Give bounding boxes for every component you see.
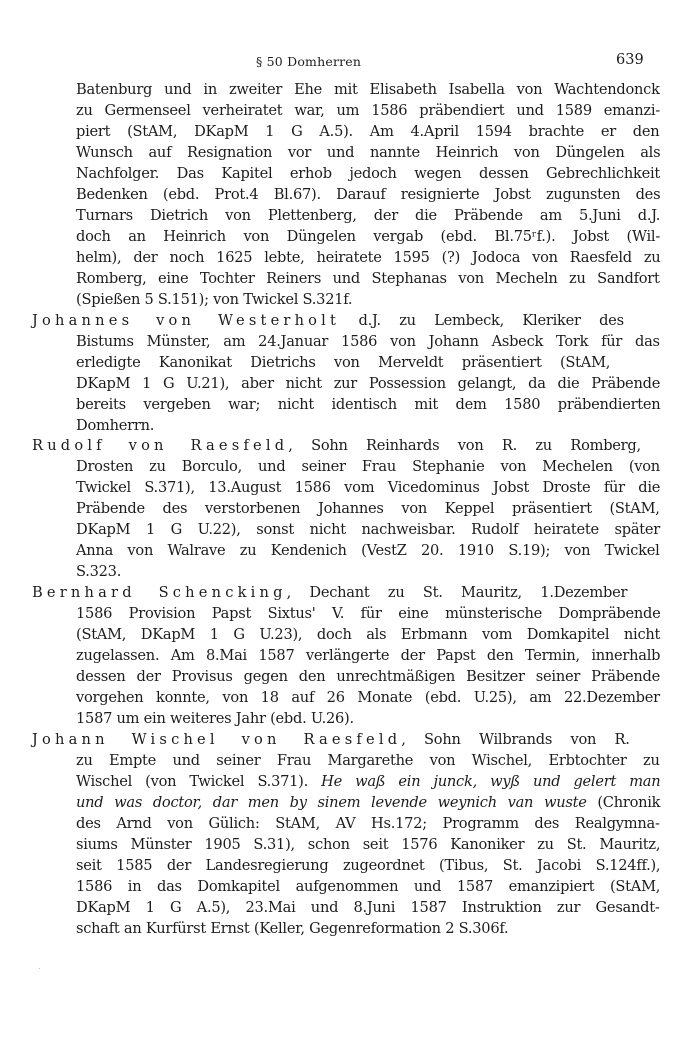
line-text: 1586 Provision Papst Sixtus' V. für eine münsterische Dompräbende xyxy=(76,605,661,623)
text-line xyxy=(76,835,660,855)
line-text: zu Empte und seiner Frau Margarethe von Wischel, Erbtochter zu xyxy=(76,752,660,770)
line-text: (Chronik xyxy=(586,793,661,811)
line-text: DKapM 1 G A.5), 23.Mai und 8.Juni 1587 Instruktion zur Gesandt- xyxy=(76,898,660,916)
line-text: Anna von Walrave zu Kendenich (VestZ 20. 1910 S.19); von Twickel xyxy=(76,542,660,560)
text-line xyxy=(76,164,660,184)
text-line xyxy=(76,541,660,561)
line-text: , Sohn Reinhards von R. zu Romberg, xyxy=(288,437,641,455)
text-line xyxy=(76,143,660,163)
text-line xyxy=(76,688,660,708)
text-line xyxy=(76,353,610,373)
entry-heading-line xyxy=(32,311,624,331)
line-text: vorgehen konnte, von 18 auf 26 Monate (ebd. U.25), am 22.Dezember xyxy=(76,689,660,707)
person-name: Bernhard Schencking xyxy=(32,584,287,602)
line-text: Domherrn. xyxy=(76,416,155,434)
line-text: Wunsch auf Resignation vor und nannte Heinrich von Düngelen als xyxy=(76,143,661,161)
text-line xyxy=(76,919,508,939)
text-line xyxy=(76,206,660,226)
text-line xyxy=(76,520,660,540)
line-text: DKapM 1 G U.22), sonst nicht nachweisbar. Rudolf heiratete später xyxy=(76,521,661,539)
text-line xyxy=(76,877,660,897)
line-text: siums Münster 1905 S.31), schon seit 1576 Kanoniker zu St. Mauritz, xyxy=(76,835,661,853)
person-name: Rudolf von Raesfeld xyxy=(32,437,289,455)
line-text: Nachfolger. Das Kapitel erhob jedoch wegen dessen Gebrechlichkeit xyxy=(76,164,661,182)
line-text: helm), der noch 1625 lebte, heiratete 1595 (?) Jodoca von Raesfeld zu xyxy=(76,248,661,266)
line-text: Turnars Dietrich von Plettenberg, der die Präbende am 5.Juni d.J. xyxy=(76,206,661,224)
entry-heading-line xyxy=(32,730,630,750)
line-text: (Spießen 5 S.151); von Twickel S.321f. xyxy=(76,290,353,308)
text-line xyxy=(76,772,660,792)
italic-quote: und was doctor, dar men by sinem levende weynich van wuste xyxy=(76,793,587,811)
line-text: seit 1585 der Landesregierung zugeordnet (Tibus, St. Jacobi S.124ff.), xyxy=(76,856,661,874)
italic-quote: He waß ein junck, wyß und gelert man xyxy=(321,773,661,790)
line-text: Twickel S.371), 13.August 1586 vom Vicedominus Jobst Droste für die xyxy=(76,479,661,497)
line-text: Drosten zu Borculo, und seiner Frau Stephanie von Mechelen (von xyxy=(76,458,660,476)
line-text: des Arnd von Gülich: StAM, AV Hs.172; Programm des Realgymna- xyxy=(76,814,660,832)
line-text: Wischel (von Twickel S.371). xyxy=(76,773,322,790)
text-line xyxy=(76,248,660,268)
line-text: d.J. zu Lembeck, Kleriker des xyxy=(340,311,624,329)
text-line xyxy=(76,416,154,436)
line-text: schaft an Kurfürst Ernst (Keller, Gegenreformation 2 S.306f. xyxy=(76,919,509,937)
text-line xyxy=(76,395,660,415)
text-line xyxy=(76,332,660,352)
line-text: Romberg, eine Tochter Reiners und Stephanas von Mecheln zu Sandfort xyxy=(76,269,660,287)
text-line xyxy=(76,814,660,834)
line-text: (StAM, DKapM 1 G U.23), doch als Erbmann vom Domkapitel nicht xyxy=(76,626,661,644)
person-name: Johann Wischel von Raesfeld xyxy=(32,731,402,749)
line-text: Batenburg und in zweiter Ehe mit Elisabeth Isabella von Wachtendonck xyxy=(76,81,660,98)
entry-heading-line xyxy=(32,436,641,456)
line-text: doch an Heinrich von Düngelen vergab (ebd. Bl.75ʳf.). Jobst (Wil- xyxy=(76,227,660,245)
text-line xyxy=(76,80,660,100)
text-line xyxy=(76,604,661,624)
text-line xyxy=(76,227,660,247)
text-line xyxy=(76,709,354,729)
text-line xyxy=(76,646,660,666)
line-text: piert (StAM, DKapM 1 G A.5). Am 4.April 1594 brachte er den xyxy=(76,122,660,140)
entry-heading-line xyxy=(32,583,627,603)
text-line xyxy=(76,290,352,310)
text-line xyxy=(76,269,660,289)
running-head: § 50 Domherren xyxy=(256,54,362,69)
text-line xyxy=(76,457,660,477)
text-line xyxy=(76,499,660,519)
line-text: erledigte Kanonikat Dietrichs von Merveldt präsentiert (StAM, xyxy=(76,353,611,371)
person-name: Johannes von Westerholt xyxy=(32,311,341,329)
text-line xyxy=(76,122,659,142)
line-text: S.323. xyxy=(76,563,122,581)
scan-speck xyxy=(39,968,40,969)
page-number: 639 xyxy=(616,52,644,68)
line-text: zugelassen. Am 8.Mai 1587 verlängerte der Papst den Termin, innerhalb xyxy=(76,647,661,665)
line-text: , Sohn Wilbrands von R. xyxy=(401,731,630,749)
text-line xyxy=(76,101,660,121)
text-line xyxy=(76,667,660,687)
line-text: Präbende des verstorbenen Johannes von Keppel präsentiert (StAM, xyxy=(76,500,660,518)
text-line xyxy=(76,793,660,813)
line-text: zu Germenseel verheiratet war, um 1586 präbendiert und 1589 emanzi- xyxy=(76,101,660,119)
line-text: , Dechant zu St. Mauritz, 1.Dezember xyxy=(286,584,628,602)
text-line xyxy=(76,478,660,498)
text-line xyxy=(76,625,660,645)
text-line xyxy=(76,374,660,394)
text-line xyxy=(76,856,660,876)
line-text: Bistums Münster, am 24.Januar 1586 von Johann Asbeck Tork für das xyxy=(76,332,660,350)
line-text: Bedenken (ebd. Prot.4 Bl.67). Darauf resignierte Jobst zugunsten des xyxy=(76,185,661,203)
line-text: dessen der Provisus gegen den unrechtmäßigen Besitzer seiner Präbende xyxy=(76,668,660,686)
line-text: bereits vergeben war; nicht identisch mit dem 1580 präbendierten xyxy=(76,395,661,413)
text-line xyxy=(76,751,660,771)
text-line xyxy=(76,562,121,582)
text-line xyxy=(76,898,660,918)
line-text: DKapM 1 G U.21), aber nicht zur Possession gelangt, da die Präbende xyxy=(76,374,661,392)
line-text: 1586 in das Domkapitel aufgenommen und 1587 emanzipiert (StAM, xyxy=(76,877,661,895)
line-text: 1587 um ein weiteres Jahr (ebd. U.26). xyxy=(76,710,354,728)
text-line xyxy=(76,185,660,205)
